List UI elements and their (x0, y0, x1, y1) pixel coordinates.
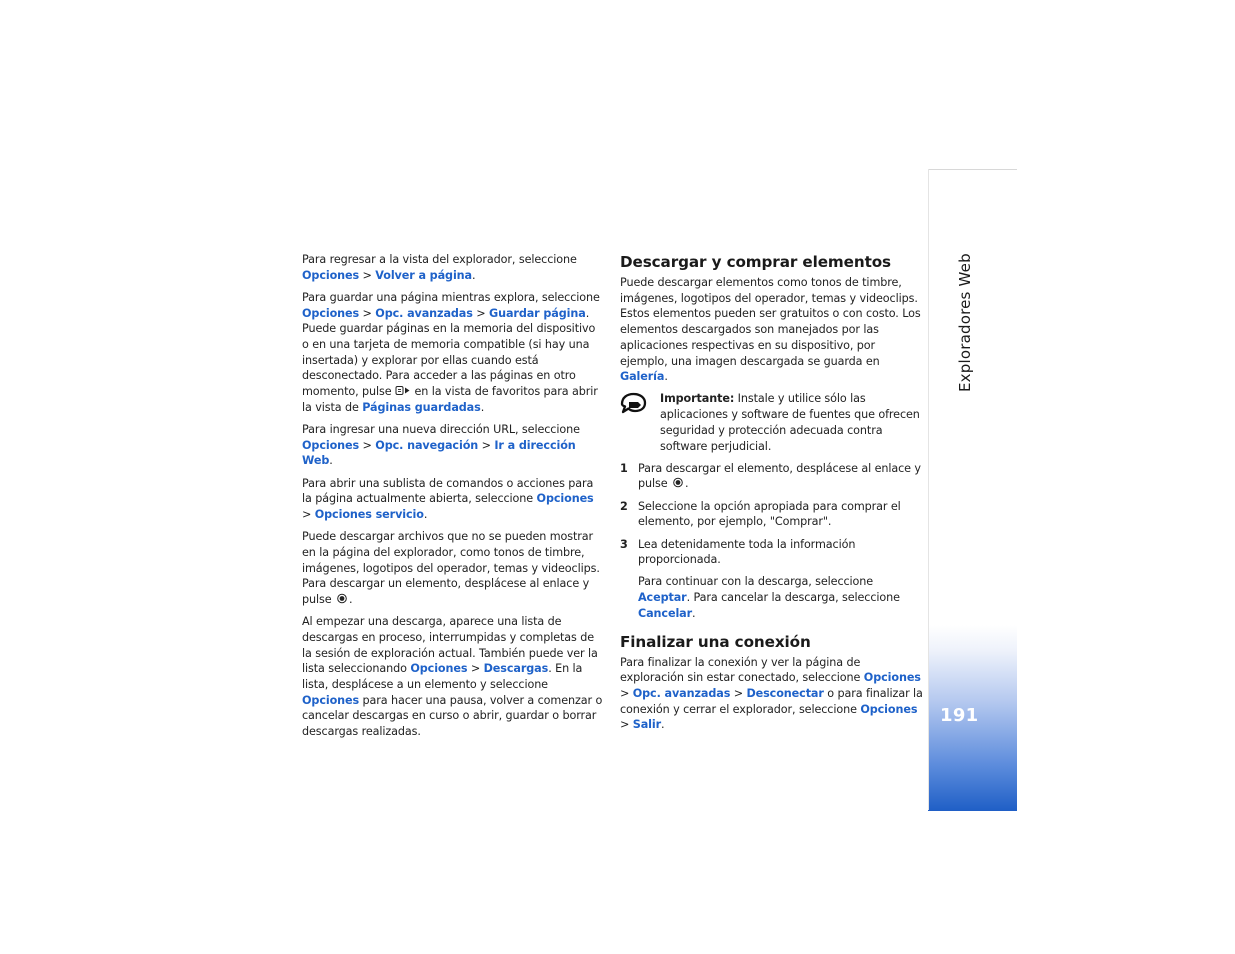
link-opciones[interactable]: Opciones (302, 268, 360, 282)
list-item (620, 461, 924, 492)
link-paginas-guardadas[interactable]: Páginas guardadas (362, 400, 481, 414)
paragraph-service-options (302, 476, 604, 523)
separator: > (359, 438, 376, 452)
link-opciones-servicio[interactable]: Opciones servicio (314, 508, 424, 522)
separator: > (467, 662, 484, 676)
text: . (664, 370, 668, 384)
paragraph-download-list (302, 614, 604, 740)
paragraph-save-page (302, 290, 604, 416)
text: Para guardar una página mientras explora, seleccione (302, 290, 600, 304)
text: . (472, 268, 476, 282)
left-column (302, 252, 604, 746)
link-aceptar[interactable]: Aceptar (638, 591, 687, 605)
section-heading-descargar: Descargar y comprar elementos (620, 253, 892, 271)
important-note-icon (620, 392, 648, 414)
joystick-press-icon (671, 477, 685, 488)
text: . (423, 508, 428, 522)
text: en la vista de favoritos para abrir la vista de (302, 385, 598, 414)
paragraph-disconnect (620, 655, 924, 734)
paragraph-return-to-browser (302, 252, 604, 283)
paragraph-accept-cancel (620, 574, 924, 621)
text: Para finalizar la conexión y ver la página de exploración sin estar conectado, seleccione (620, 655, 864, 685)
separator: > (302, 508, 315, 522)
step-text: Para descargar el elemento, desplácese al enlace y pulse (638, 461, 921, 491)
section-heading-finalizar: Finalizar una conexión (620, 632, 811, 651)
link-ir-a-direccion-web[interactable]: Ir a dirección Web (302, 438, 576, 468)
text: . Para cancelar la descarga, seleccione (686, 591, 900, 605)
step-number: 3 (620, 537, 628, 551)
step-number: 1 (620, 461, 628, 475)
paragraph-new-url (302, 422, 604, 469)
link-salir[interactable]: Salir (632, 718, 662, 732)
text: . (692, 606, 696, 620)
section-title: Exploradores Web (956, 253, 974, 392)
step-text: . (684, 477, 689, 491)
page-number: 191 (940, 705, 979, 726)
link-opciones[interactable]: Opciones (863, 671, 921, 685)
text: para hacer una pausa, volver a comenzar o cancelar descargas en curso o abrir, guardar o borrar descargas realizadas. (302, 693, 603, 739)
note-text: Instale y utilice sólo las aplicaciones y software de fuentes que ofrecen seguridad y protección adecuada contra software perjudicial. (660, 392, 920, 453)
text: Para abrir una sublista de comandos o acciones para la página actualmente abierta, seleccione (302, 476, 594, 506)
link-opciones[interactable]: Opciones (302, 306, 360, 320)
text: Puede descargar archivos que no se pueden mostrar en la página del explorador, como tonos de timbre, imágenes, logotipos del operador, temas y videoclips. Para descargar un elemento, desplácese al enlace y pulse (302, 530, 600, 607)
paragraph-download-files (302, 529, 604, 608)
link-galeria[interactable]: Galería (620, 370, 665, 384)
joystick-press-icon (335, 593, 349, 604)
link-cancelar[interactable]: Cancelar (638, 606, 693, 620)
step-number: 2 (620, 499, 628, 513)
link-opciones[interactable]: Opciones (302, 438, 360, 452)
link-opciones[interactable]: Opciones (536, 492, 594, 506)
list-item (620, 537, 924, 568)
note-label: Importante: (660, 392, 735, 406)
link-opciones[interactable]: Opciones (302, 693, 360, 707)
link-volver-a-pagina[interactable]: Volver a página (375, 268, 472, 282)
separator: > (620, 718, 633, 732)
link-opc-avanzadas[interactable]: Opc. avanzadas (632, 686, 731, 700)
separator: > (472, 306, 489, 320)
text: Para continuar con la descarga, seleccione (638, 575, 874, 589)
separator: > (359, 268, 376, 282)
text: o para finalizar la conexión y cerrar el explorador, seleccione (620, 686, 923, 716)
side-tab-divider (928, 169, 929, 810)
text: . (480, 400, 485, 414)
separator: > (730, 686, 747, 700)
separator: > (478, 438, 495, 452)
important-note (620, 391, 924, 454)
text: Al empezar una descarga, aparece una lista de descargas en proceso, interrumpidas y completas de la sesión de exploración actual. También puede ver la lista seleccionando (302, 615, 598, 676)
list-item (620, 499, 924, 530)
text: . En la lista, desplácese a un elemento y seleccione (302, 662, 583, 692)
text: . Puede guardar páginas en la memoria del dispositivo o en una tarjeta de memoria compatible (si hay una insertada) y explorar por ellas cuando está desconectado. Para acceder a las páginas en otro momento, pulse (302, 306, 596, 399)
link-descargas[interactable]: Descargas (483, 662, 549, 676)
text: . (661, 718, 665, 732)
right-column (620, 252, 924, 740)
back-key-icon (395, 385, 411, 396)
paragraph-download-items (620, 275, 924, 385)
link-opciones[interactable]: Opciones (860, 702, 918, 716)
link-opc-avanzadas[interactable]: Opc. avanzadas (375, 306, 473, 320)
separator: > (359, 306, 376, 320)
step-text: Lea detenidamente toda la información proporcionada. (638, 537, 856, 567)
text: . (348, 593, 353, 607)
link-guardar-pagina[interactable]: Guardar página (489, 306, 586, 320)
text: Puede descargar elementos como tonos de timbre, imágenes, logotipos del operador, temas y videoclips. Estos elementos pueden ser gratuitos o con costo. Los elementos descargados son manejados por las aplicaciones respectivas en su dispositivo, por ejemplo, una imagen descargada se guarda en (620, 276, 921, 368)
text: . (329, 454, 333, 468)
link-opc-navegacion[interactable]: Opc. navegación (375, 438, 479, 452)
text: Para regresar a la vista del explorador, seleccione (302, 253, 577, 266)
link-opciones[interactable]: Opciones (410, 662, 468, 676)
step-text: Seleccione la opción apropiada para comprar el elemento, por ejemplo, "Comprar". (638, 499, 901, 529)
link-desconectar[interactable]: Desconectar (746, 686, 824, 700)
text: Para ingresar una nueva dirección URL, seleccione (302, 423, 580, 437)
separator: > (620, 686, 633, 700)
